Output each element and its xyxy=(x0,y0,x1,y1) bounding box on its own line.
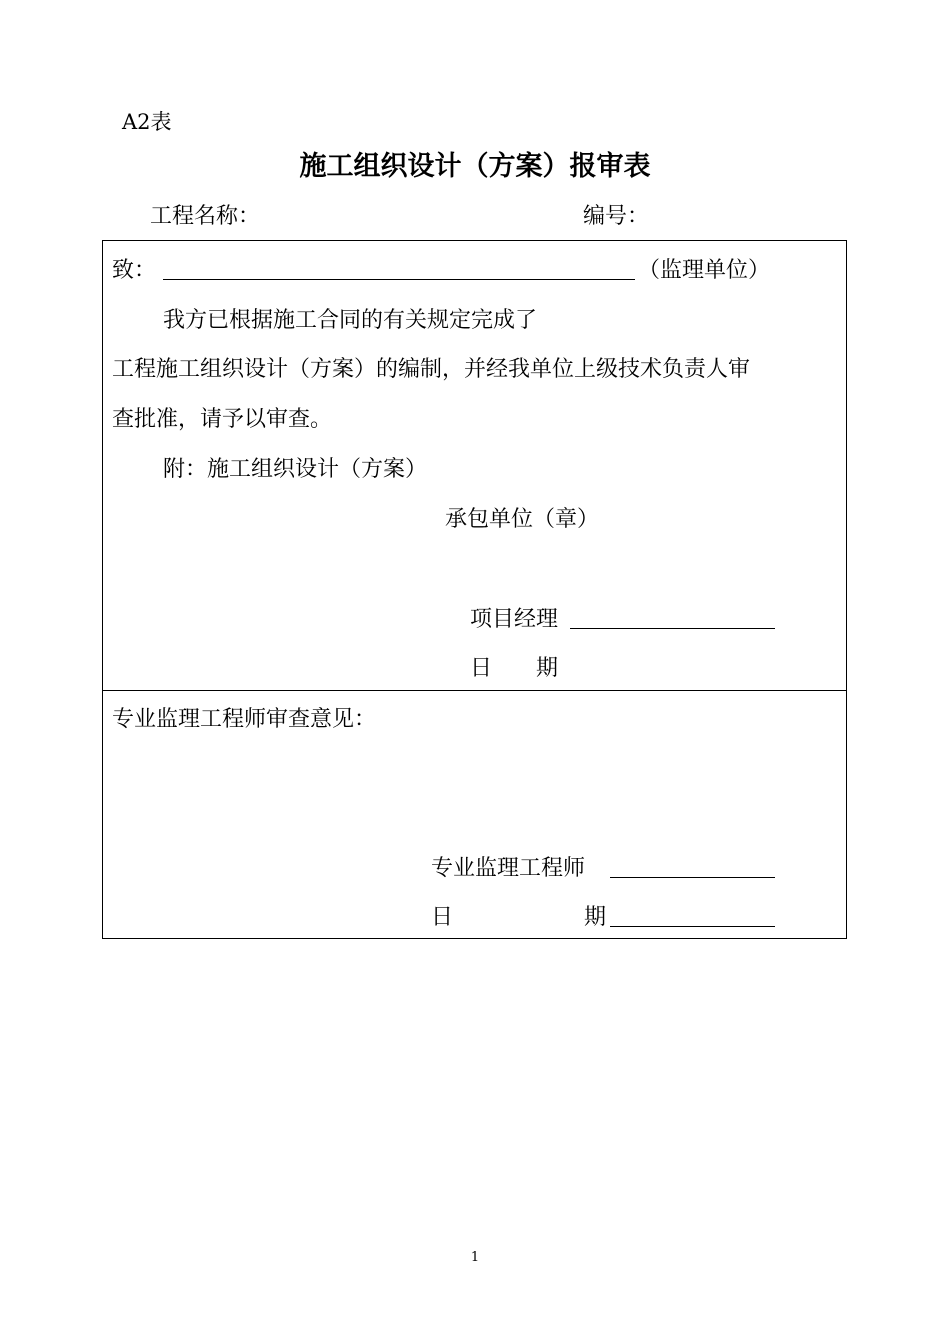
form-title: 施工组织设计（方案）报审表 xyxy=(299,151,651,182)
supervisor-unit-blank[interactable] xyxy=(163,257,635,280)
page-number: 1 xyxy=(470,1250,480,1265)
statement-line-1: 我方已根据施工合同的有关规定完成了 xyxy=(163,308,538,333)
review-opinion-label: 专业监理工程师审查意见： xyxy=(112,707,377,732)
project-manager-label: 项目经理 xyxy=(470,607,559,632)
attachment-line: 附：施工组织设计（方案） xyxy=(163,457,428,482)
section-divider xyxy=(103,690,846,691)
submit-date-label: 日 期 xyxy=(470,656,559,681)
review-date-label-2: 期 xyxy=(584,905,607,930)
statement-line-2: 工程施工组织设计（方案）的编制，并经我单位上级技术负责人审 xyxy=(112,357,751,382)
supervisor-unit-suffix: （监理单位） xyxy=(638,258,771,283)
project-manager-blank[interactable] xyxy=(570,606,775,629)
review-date-label-1: 日 xyxy=(431,905,454,930)
serial-no-label: 编号： xyxy=(583,204,650,229)
supervising-engineer-blank[interactable] xyxy=(610,855,775,878)
statement-line-3: 查批准，请予以审查。 xyxy=(112,407,333,432)
review-date-blank[interactable] xyxy=(610,904,775,927)
project-name-label: 工程名称： xyxy=(150,204,261,229)
review-form-table xyxy=(102,240,847,939)
contractor-seal-label: 承包单位（章） xyxy=(445,507,600,532)
to-label: 致： xyxy=(112,258,157,283)
form-code: A2表 xyxy=(122,110,172,134)
supervising-engineer-label: 专业监理工程师 xyxy=(431,856,586,881)
